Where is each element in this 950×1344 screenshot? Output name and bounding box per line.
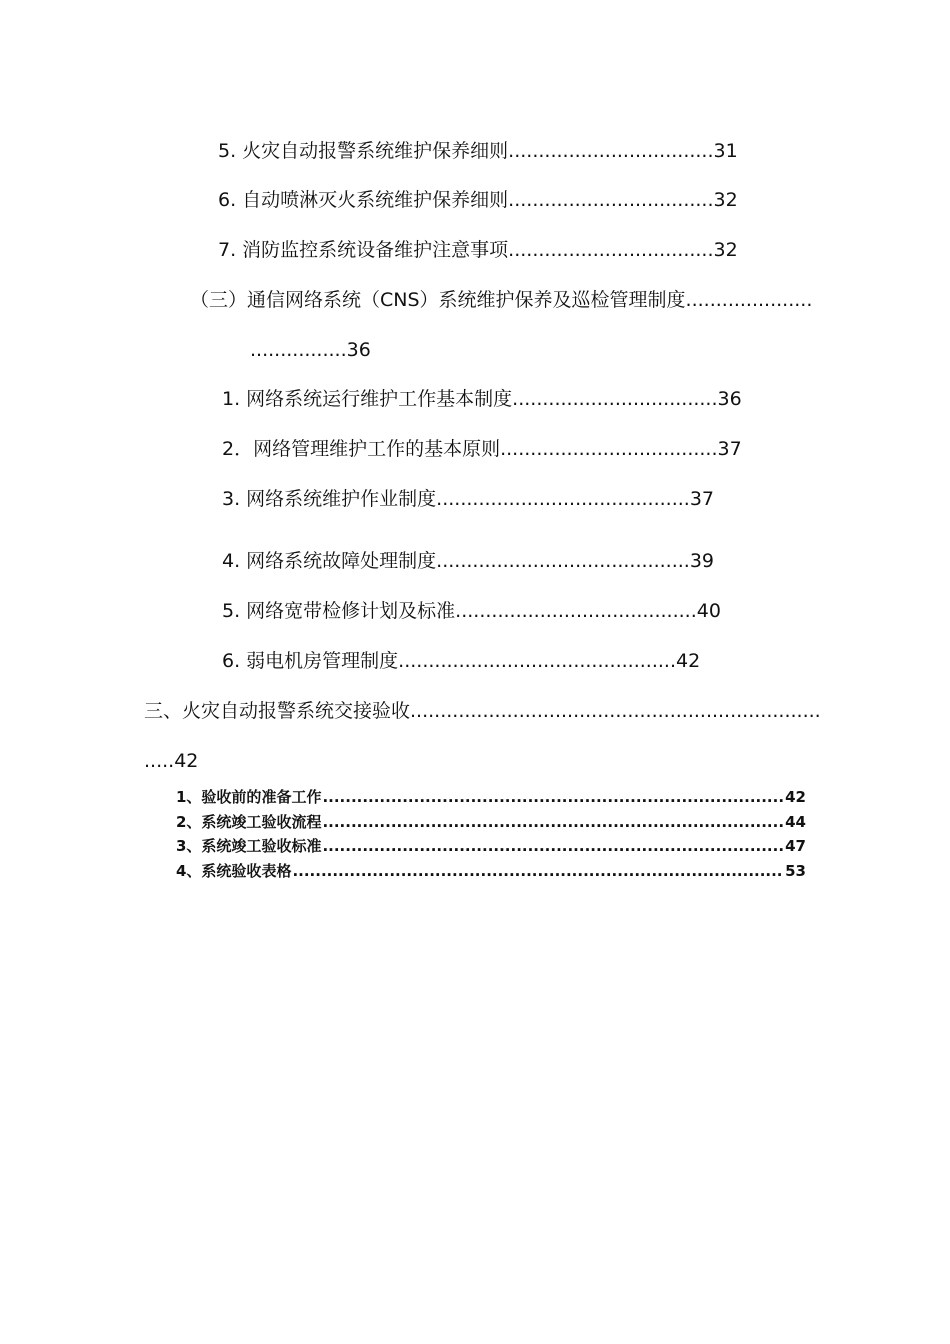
toc-sub-leader: [322, 787, 784, 807]
toc-sub-label: 1、验收前的准备工作: [176, 788, 322, 806]
toc-entry-fire-5: 5. 火灾自动报警系统维护保养细则..................................31: [218, 140, 738, 162]
toc-entry-net-4: 4. 网络系统故障处理制度..........................................39: [222, 550, 715, 572]
toc-sub-page: 42: [785, 788, 806, 806]
toc-entry-fire-6: 6. 自动喷淋灭火系统维护保养细则..................................32: [218, 189, 738, 211]
toc-sub-label: 4、系统验收表格: [176, 862, 292, 880]
toc-sub-label: 3、系统竣工验收标准: [176, 837, 322, 855]
toc-entry-net-3: 3. 网络系统维护作业制度..........................................37: [222, 488, 715, 510]
toc-chapter3-continuation: .....42: [144, 750, 199, 772]
toc-sub-page: 53: [785, 862, 806, 880]
toc-sub-leader: [322, 812, 784, 832]
toc-section3-continuation: ................36: [250, 339, 371, 361]
toc-sub-label: 2、系统竣工验收流程: [176, 813, 322, 831]
toc-sub-leader: [322, 836, 784, 856]
toc-section3-title: （三）通信网络系统（CNS）系统维护保养及巡检管理制度.....................: [190, 289, 813, 311]
toc-entry-net-2: 2．网络管理维护工作的基本原则....................................37: [222, 438, 742, 460]
toc-sub-entry: [176, 836, 806, 856]
toc-sub-page: 47: [785, 837, 806, 855]
toc-sub-entry: [176, 812, 806, 832]
toc-entry-net-6: 6. 弱电机房管理制度..............................................42: [222, 650, 701, 672]
toc-sub-entry: [176, 861, 806, 881]
toc-sub-entry: [176, 787, 806, 807]
toc-entry-fire-7: 7. 消防监控系统设备维护注意事项..................................32: [218, 239, 738, 261]
toc-sub-leader: [292, 861, 784, 881]
toc-sub-page: 44: [785, 813, 806, 831]
toc-chapter3-title: 三、火灾自动报警系统交接验收....................................................................: [144, 700, 821, 722]
toc-entry-net-5: 5. 网络宽带检修计划及标准........................................40: [222, 600, 721, 622]
toc-entry-net-1: 1. 网络系统运行维护工作基本制度..................................36: [222, 388, 742, 410]
